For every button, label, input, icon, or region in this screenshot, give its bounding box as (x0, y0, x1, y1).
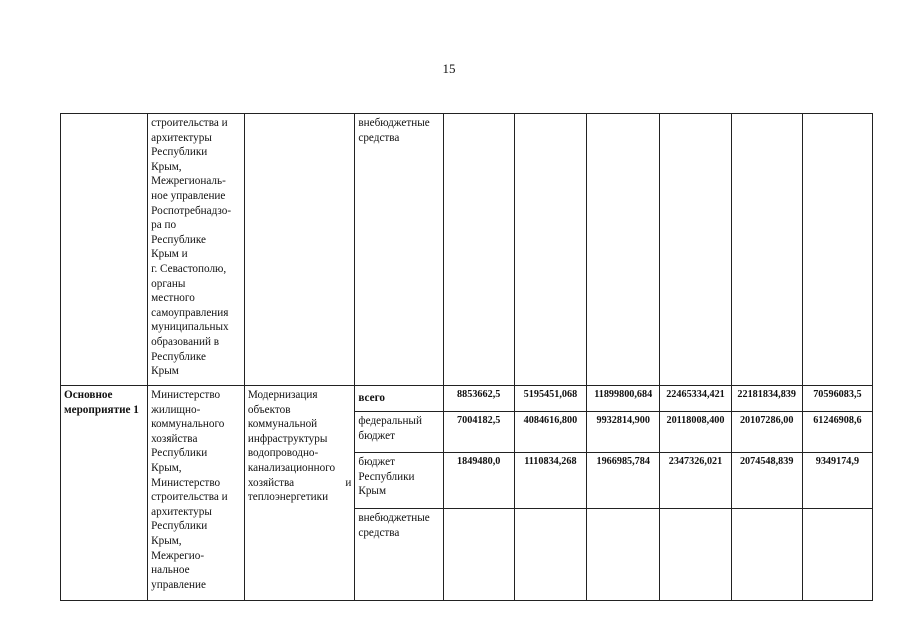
funding-table (60, 113, 873, 601)
value-cell: 22181834,839 (731, 386, 802, 412)
value-cell (443, 509, 514, 601)
value-cell: 7004182,5 (443, 412, 514, 453)
value-cell: 20118008,400 (660, 412, 731, 453)
page-number: 15 (442, 61, 456, 76)
description-cell-empty (244, 114, 355, 386)
activity-title-cell: Основное мероприятие 1 (61, 386, 148, 601)
value-cell (731, 114, 802, 386)
value-cell: 8853662,5 (443, 386, 514, 412)
value-cell: 20107286,00 (731, 412, 802, 453)
value-cell (802, 509, 872, 601)
value-cell: 11899800,684 (587, 386, 660, 412)
value-cell: 2074548,839 (731, 453, 802, 509)
funding-source-cell: внебюджетные средства (355, 509, 443, 601)
value-cell (587, 509, 660, 601)
value-cell: 5195451,068 (514, 386, 586, 412)
funding-source-cell: бюджет Республики Крым (355, 453, 443, 509)
value-cell: 4084616,800 (514, 412, 586, 453)
activity-executor-cell: Министерство жилищно- коммунального хозяйства Республики Крым, Министерство строительства и архитектуры Республики Крым, Межрегио- нальное управление (148, 386, 245, 601)
funding-source-cell: всего (355, 386, 443, 412)
funding-source-cell: внебюджетные средства (355, 114, 443, 386)
value-cell: 9932814,900 (587, 412, 660, 453)
value-cell: 2347326,021 (660, 453, 731, 509)
value-cell: 1849480,0 (443, 453, 514, 509)
value-cell (443, 114, 514, 386)
value-cell (514, 114, 586, 386)
value-cell: 22465334,421 (660, 386, 731, 412)
title-cell-empty (61, 114, 148, 386)
value-cell: 9349174,9 (802, 453, 872, 509)
executor-cell: строительства и архитектуры Республики Крым, Межрегиональ- ное управление Роспотребнадзо- ра по Республике Крым и г. Севастополю, органы местного самоуправления муниципальных образований в Республике Крым (148, 114, 245, 386)
table-row-continued (61, 114, 873, 386)
value-cell (731, 509, 802, 601)
value-cell: 70596083,5 (802, 386, 872, 412)
value-cell (660, 114, 731, 386)
value-cell (660, 509, 731, 601)
value-cell: 1110834,268 (514, 453, 586, 509)
activity-description-cell: Модернизация объектов коммунальной инфраструктуры водопроводно-канализационного хозяйства и теплоэнергетики (244, 386, 355, 601)
value-cell: 61246908,6 (802, 412, 872, 453)
table-row-total (61, 386, 873, 412)
value-cell: 1966985,784 (587, 453, 660, 509)
value-cell (587, 114, 660, 386)
funding-source-cell: федеральный бюджет (355, 412, 443, 453)
value-cell (802, 114, 872, 386)
value-cell (514, 509, 586, 601)
